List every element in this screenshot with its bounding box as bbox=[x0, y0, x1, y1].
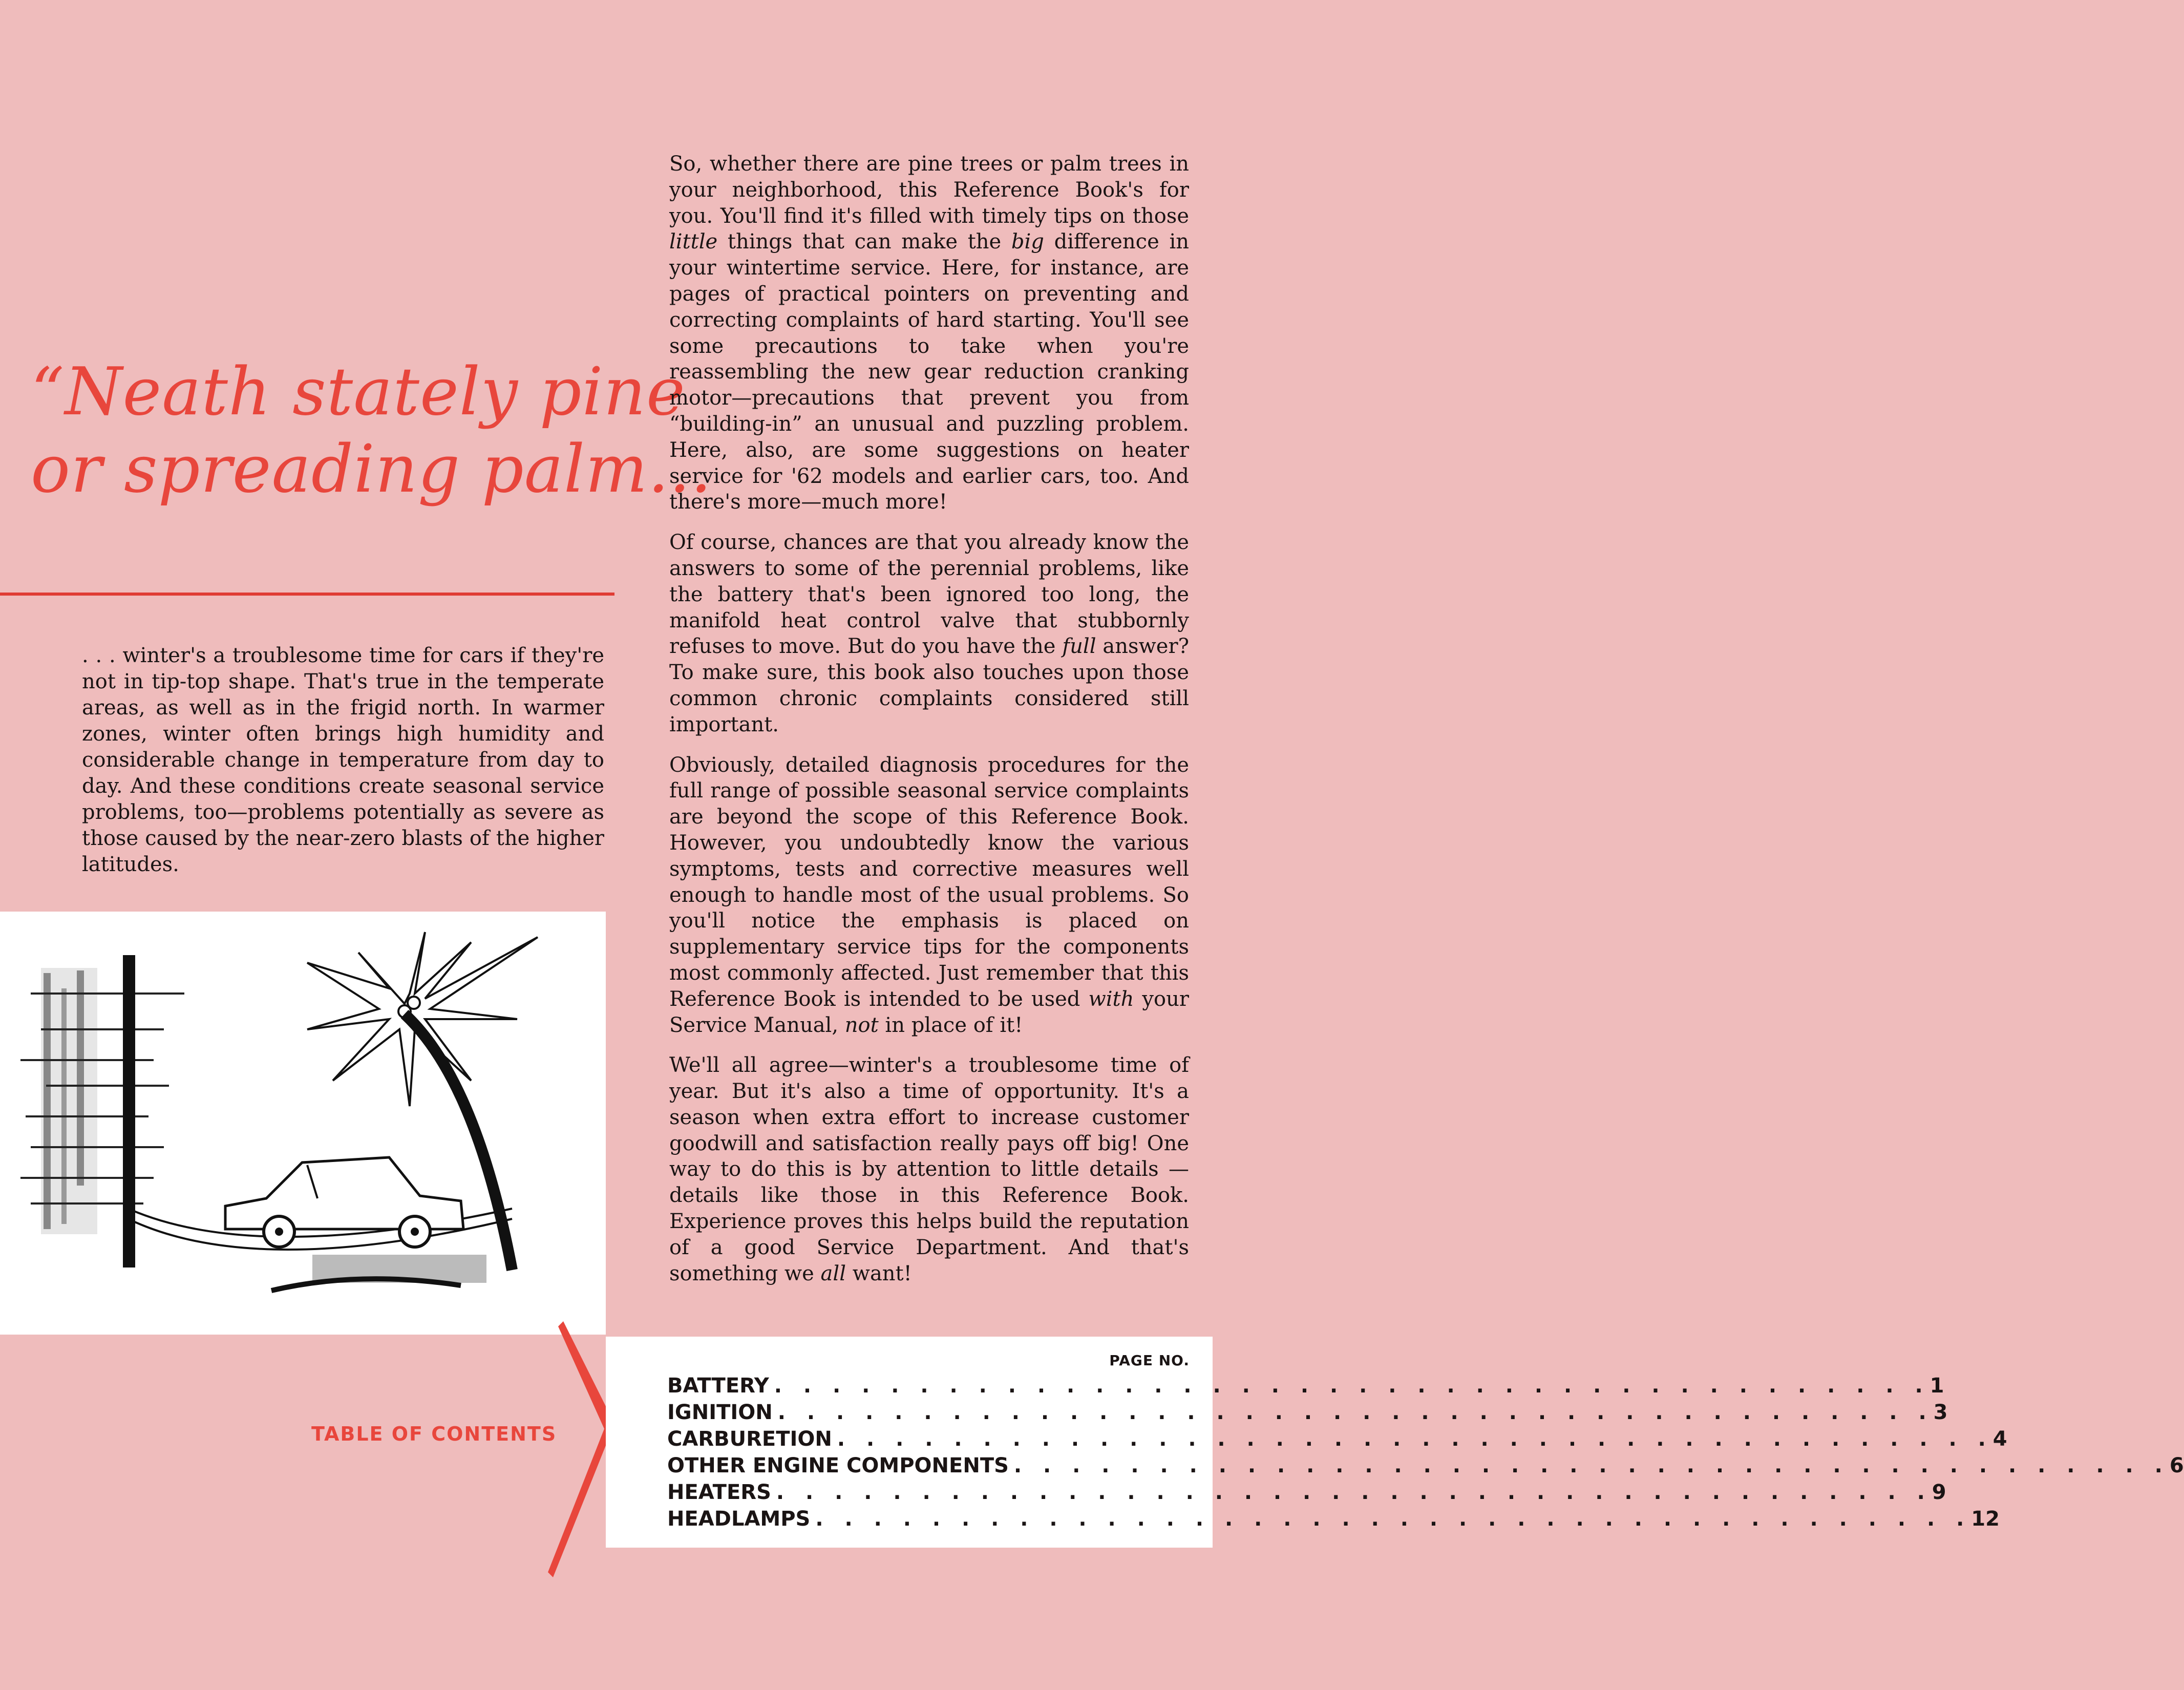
toc-entry-heaters[interactable]: HEATERS . . . . . . . . . . . . . . . . . . . . . . . . . . . . . . . . . . . . . . . . 9 bbox=[667, 1481, 1946, 1504]
intro-paragraph: . . . winter's a troublesome time for cars if they're not in tip-top shape. That's true in the temperate areas, as well as in the frigid north. In warmer zones, winter often brings high humidity and considerable change in temperature from day to day. And these conditions create seasonal service problems, too—problems potentially as severe as those caused by the near-zero blasts of the higher latitudes. bbox=[82, 644, 604, 876]
toc-entry-headlamps[interactable]: HEADLAMPS . . . . . . . . . . . . . . . . . . . . . . . . . . . . . . . . . . . . . . . . 12 bbox=[667, 1507, 2000, 1531]
headline-line-1: “Neath stately pine bbox=[31, 354, 686, 430]
toc-entry-carburetion[interactable]: CARBURETION . . . . . . . . . . . . . . . . . . . . . . . . . . . . . . . . . . . . . . . . 4 bbox=[667, 1427, 2007, 1451]
body-paragraph-3: Obviously, detailed diagnosis procedures for the full range of possible seasonal service complaints are beyond the scope of this Reference Book. However, you undoubtedly know the various symptoms, tests and corrective measures well enough to handle most of the usual problems. So you'll notice the emphasis is placed on supplementary service tips for the components most commonly affected. Just remember that this Reference Book is intended to be used with your Service Manual, not in place of it! bbox=[669, 753, 1189, 1037]
body-paragraph-1: So, whether there are pine trees or palm trees in your neighborhood, this Reference Book's for you. You'll find it's filled with timely tips on those little things that can make the big difference in your wintertime service. Here, for instance, are pages of practical pointers on preventing and correcting complaints of hard starting. You'll see some precautions to take when you're reassembling the new gear reduction cranking motor—precautions that prevent you from “building-in” an unusual and puzzling problem. Here, also, are some suggestions on heater service for '62 models and earlier cars, too. And there's more—much more! bbox=[669, 152, 1189, 514]
body-column bbox=[669, 151, 1189, 1301]
toc-label: TABLE OF CONTENTS bbox=[311, 1423, 557, 1445]
toc-entry-other-engine-components[interactable]: OTHER ENGINE COMPONENTS . . . . . . . . . . . . . . . . . . . . . . . . . . . . . . . . . . . . . . . . 6 bbox=[667, 1454, 2184, 1477]
headline bbox=[31, 353, 712, 508]
toc-page-header: PAGE NO. bbox=[1109, 1352, 1190, 1369]
toc-entry-battery[interactable]: BATTERY . . . . . . . . . . . . . . . . . . . . . . . . . . . . . . . . . . . . . . . . 1 bbox=[667, 1374, 1944, 1398]
car-hammock-illustration bbox=[0, 912, 606, 1335]
body-paragraph-4: We'll all agree—winter's a troublesome time of year. But it's also a time of opportunity. It's a season when extra effort to increase customer goodwill and satisfaction really pays off big! One way to do this is by attention to little details — details like those in this Reference Book. Experience proves this helps build the reputation of a good Service Department. And that's something we all want! bbox=[669, 1053, 1189, 1285]
headline-rule bbox=[0, 593, 614, 596]
body-paragraph-2: Of course, chances are that you already know the answers to some of the perennial problems, like the battery that's been ignored too long, the manifold heat control valve that stubbornly refuses to move. But do you have the full answer? To make sure, this book also touches upon those common chronic complaints considered still important. bbox=[669, 531, 1190, 736]
headline-line-2: or spreading palm... bbox=[31, 431, 712, 508]
toc-entry-ignition[interactable]: IGNITION . . . . . . . . . . . . . . . . . . . . . . . . . . . . . . . . . . . . . . . . 3 bbox=[667, 1401, 1948, 1424]
table-of-contents bbox=[606, 1337, 2184, 1548]
